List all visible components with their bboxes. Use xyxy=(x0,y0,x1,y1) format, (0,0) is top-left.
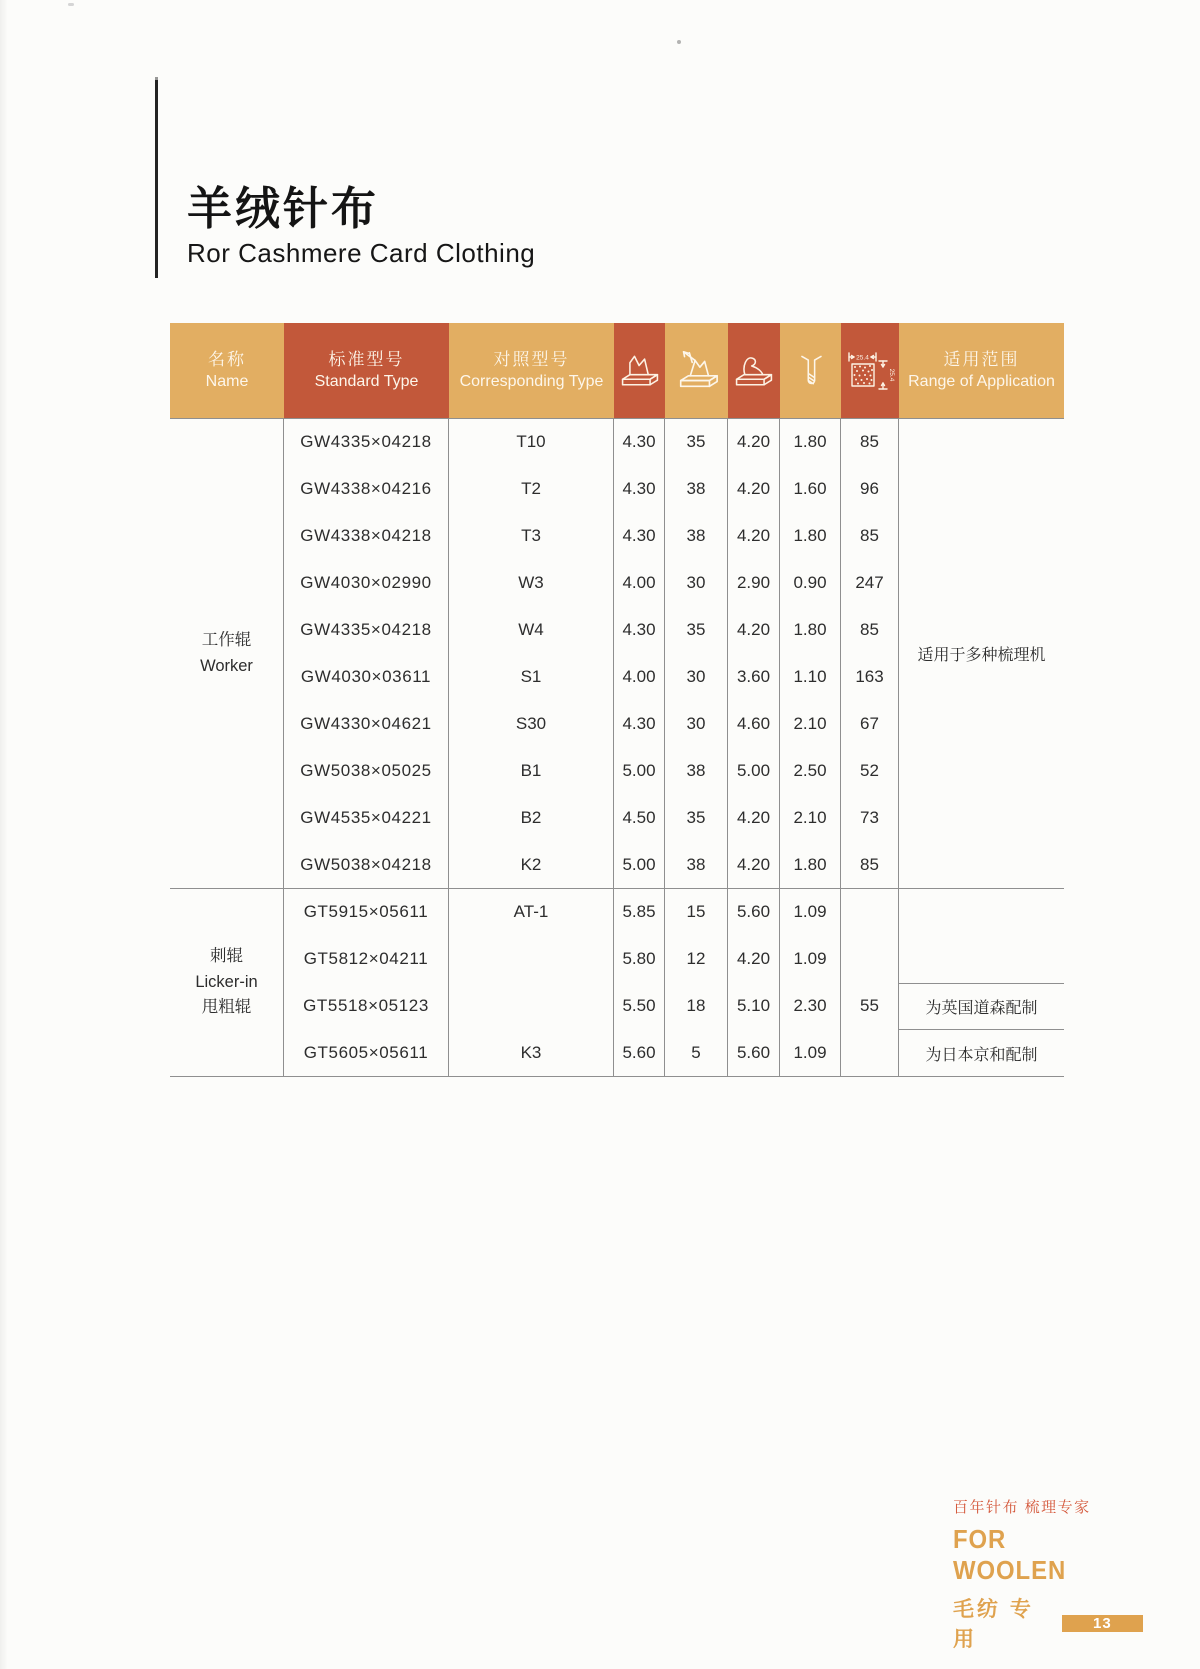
points-cell: 55 xyxy=(841,983,899,1030)
standard-type-cell: GW4335×04218 xyxy=(284,419,449,466)
height-cell: 4.20 xyxy=(728,936,780,983)
angle-cell: 38 xyxy=(665,513,728,560)
angle-cell: 35 xyxy=(665,607,728,654)
pitch-cell: 5.60 xyxy=(614,1029,665,1076)
points-cell: 85 xyxy=(841,841,899,888)
angle-cell: 30 xyxy=(665,654,728,701)
range-cell-worker xyxy=(899,419,1064,888)
header-standard-en: Standard Type xyxy=(314,373,419,391)
header-name-en: Name xyxy=(205,373,249,391)
tooth-shape-icon xyxy=(732,351,776,391)
points-cell: 52 xyxy=(841,747,899,794)
standard-type-cell: GW5038×05025 xyxy=(284,747,449,794)
standard-type-cell: GT5812×04211 xyxy=(284,936,449,983)
pitch-cell: 4.50 xyxy=(614,794,665,841)
pitch-cell: 4.30 xyxy=(614,419,665,466)
table-row xyxy=(284,747,899,794)
corresponding-type-cell: S1 xyxy=(449,654,614,701)
range-cell-dawson xyxy=(899,983,1064,1030)
height-cell: 3.60 xyxy=(728,654,780,701)
points-cell: 85 xyxy=(841,607,899,654)
height-cell: 4.20 xyxy=(728,466,780,513)
pitch-cell: 4.30 xyxy=(614,466,665,513)
lickerin-rows xyxy=(284,889,899,1076)
corresponding-type-cell: W4 xyxy=(449,607,614,654)
scan-speck xyxy=(677,40,681,44)
thickness-cell: 1.80 xyxy=(780,419,841,466)
angle-cell: 12 xyxy=(665,936,728,983)
header-wire-thickness-column xyxy=(780,323,841,418)
group-label-lickerin xyxy=(170,889,284,1076)
group-worker-cn: 工作辊 xyxy=(201,630,252,649)
thickness-cell: 1.09 xyxy=(780,1029,841,1076)
footer-brand: FOR WOOLEN xyxy=(953,1524,1067,1585)
pitch-cell: 5.85 xyxy=(614,889,665,936)
table-row xyxy=(284,419,899,466)
corresponding-type-cell: S30 xyxy=(449,700,614,747)
thickness-cell: 1.80 xyxy=(780,841,841,888)
height-cell: 5.60 xyxy=(728,889,780,936)
header-standard-type-column xyxy=(284,323,449,418)
pitch-cell: 4.30 xyxy=(614,513,665,560)
tooth-profile-icon xyxy=(618,351,662,391)
range-column-lickerin xyxy=(899,889,1064,1076)
footer-slogan: 百年针布 梳理专家 xyxy=(953,1499,1091,1516)
corresponding-type-cell xyxy=(449,936,614,983)
table-header xyxy=(170,323,1064,418)
points-cell: 85 xyxy=(841,513,899,560)
angle-cell: 35 xyxy=(665,794,728,841)
footer-subtitle: 毛纺 专用 xyxy=(953,1598,1034,1651)
height-cell: 4.20 xyxy=(728,794,780,841)
group-lickerin-en: Licker-in xyxy=(195,972,258,991)
table-row xyxy=(284,513,899,560)
standard-type-cell: GT5915×05611 xyxy=(284,889,449,936)
angle-cell: 15 xyxy=(665,889,728,936)
table-row xyxy=(284,700,899,747)
points-cell: 85 xyxy=(841,419,899,466)
header-name-column xyxy=(170,323,284,418)
angle-cell: 38 xyxy=(665,466,728,513)
header-tooth-depth-column xyxy=(728,323,780,418)
range-cell-kyowa xyxy=(899,1029,1064,1076)
header-tooth-angle-column xyxy=(665,323,728,418)
thickness-cell: 2.30 xyxy=(780,983,841,1030)
table-row xyxy=(284,841,899,888)
corresponding-type-cell: W3 xyxy=(449,560,614,607)
corresponding-type-cell: K3 xyxy=(449,1029,614,1076)
thickness-cell: 1.80 xyxy=(780,607,841,654)
pitch-cell: 5.80 xyxy=(614,936,665,983)
thickness-cell: 2.10 xyxy=(780,700,841,747)
header-corresponding-type-column xyxy=(449,323,614,418)
range-text: 为日本京和配制 xyxy=(925,1046,1038,1064)
pitch-cell: 5.00 xyxy=(614,841,665,888)
angle-cell: 30 xyxy=(665,560,728,607)
thickness-cell: 0.90 xyxy=(780,560,841,607)
pitch-cell: 4.30 xyxy=(614,607,665,654)
spec-table xyxy=(170,323,1064,1077)
table-row xyxy=(284,466,899,513)
standard-type-cell: GT5518×05123 xyxy=(284,983,449,1030)
group-worker-en: Worker xyxy=(200,656,253,675)
angle-cell: 18 xyxy=(665,983,728,1030)
header-corresponding-en: Corresponding Type xyxy=(459,373,604,391)
page-number-badge xyxy=(1062,1615,1143,1632)
page-title: 羊绒针布 xyxy=(187,183,380,234)
thickness-cell: 1.10 xyxy=(780,654,841,701)
corresponding-type-cell: AT-1 xyxy=(449,889,614,936)
table-row xyxy=(284,983,899,1030)
standard-type-cell: GT5605×05611 xyxy=(284,1029,449,1076)
points-cell xyxy=(841,889,899,936)
height-cell: 4.20 xyxy=(728,513,780,560)
worker-rows xyxy=(284,419,899,888)
height-cell: 4.60 xyxy=(728,700,780,747)
pitch-cell: 5.50 xyxy=(614,983,665,1030)
page-footer xyxy=(953,1496,1143,1653)
thickness-cell: 1.60 xyxy=(780,466,841,513)
pitch-cell: 4.00 xyxy=(614,654,665,701)
table-row xyxy=(284,794,899,841)
standard-type-cell: GW4335×04218 xyxy=(284,607,449,654)
angle-cell: 38 xyxy=(665,747,728,794)
range-text: 为英国道森配制 xyxy=(925,999,1038,1017)
header-tooth-pitch-column xyxy=(614,323,665,418)
header-range-en: Range of Application xyxy=(908,373,1055,391)
table-row xyxy=(284,936,899,983)
corresponding-type-cell: K2 xyxy=(449,841,614,888)
angle-cell: 30 xyxy=(665,700,728,747)
points-density-icon xyxy=(845,348,895,394)
header-range-column xyxy=(899,323,1064,418)
header-name-cn: 名称 xyxy=(208,349,246,369)
thickness-cell: 2.10 xyxy=(780,794,841,841)
scan-speck xyxy=(68,3,74,6)
corresponding-type-cell: T10 xyxy=(449,419,614,466)
table-row xyxy=(284,1029,899,1076)
tooth-angle-icon xyxy=(674,350,720,392)
angle-cell: 38 xyxy=(665,841,728,888)
angle-cell: 5 xyxy=(665,1029,728,1076)
points-cell: 163 xyxy=(841,654,899,701)
thickness-cell: 1.09 xyxy=(780,936,841,983)
standard-type-cell: GW4330×04621 xyxy=(284,700,449,747)
thickness-cell: 2.50 xyxy=(780,747,841,794)
corresponding-type-cell: B1 xyxy=(449,747,614,794)
group-label-worker xyxy=(170,419,284,888)
points-cell: 96 xyxy=(841,466,899,513)
header-standard-cn: 标准型号 xyxy=(328,349,405,369)
pitch-cell: 4.00 xyxy=(614,560,665,607)
footer-row xyxy=(953,1593,1143,1653)
points-cell: 247 xyxy=(841,560,899,607)
table-row xyxy=(284,889,899,936)
group-lickerin-cn: 刺辊 xyxy=(210,947,243,966)
corresponding-type-cell: B2 xyxy=(449,794,614,841)
points-cell xyxy=(841,1029,899,1076)
standard-type-cell: GW5038×04218 xyxy=(284,841,449,888)
header-corresponding-cn: 对照型号 xyxy=(493,349,570,369)
standard-type-cell: GW4338×04218 xyxy=(284,513,449,560)
wire-depth-icon xyxy=(791,351,831,391)
group-lickerin-cn2: 甩粗辊 xyxy=(201,998,252,1017)
title-accent-bar xyxy=(155,80,158,278)
scan-gutter-shadow xyxy=(0,0,8,1669)
range-text: 适用于多种梳理机 xyxy=(917,647,1046,664)
standard-type-cell: GW4030×02990 xyxy=(284,560,449,607)
standard-type-cell: GW4338×04216 xyxy=(284,466,449,513)
worker-section xyxy=(170,418,1064,888)
table-row xyxy=(284,654,899,701)
thickness-cell: 1.09 xyxy=(780,889,841,936)
points-cell: 67 xyxy=(841,700,899,747)
page-subtitle: Ror Cashmere Card Clothing xyxy=(187,238,536,268)
thickness-cell: 1.80 xyxy=(780,513,841,560)
corresponding-type-cell: T3 xyxy=(449,513,614,560)
height-cell: 5.60 xyxy=(728,1029,780,1076)
points-cell: 73 xyxy=(841,794,899,841)
height-cell: 5.10 xyxy=(728,983,780,1030)
height-cell: 4.20 xyxy=(728,841,780,888)
header-range-cn: 适用范围 xyxy=(943,349,1020,369)
range-cell-empty xyxy=(899,889,1064,983)
height-cell: 5.00 xyxy=(728,747,780,794)
standard-type-cell: GW4535×04221 xyxy=(284,794,449,841)
height-cell: 2.90 xyxy=(728,560,780,607)
pitch-cell: 4.30 xyxy=(614,700,665,747)
points-dim-v-label: 25.4 xyxy=(888,368,895,381)
height-cell: 4.20 xyxy=(728,419,780,466)
angle-cell: 35 xyxy=(665,419,728,466)
points-dim-h-label: 25.4 xyxy=(856,354,869,361)
corresponding-type-cell: T2 xyxy=(449,466,614,513)
table-row xyxy=(284,560,899,607)
table-body xyxy=(170,418,1064,1077)
points-cell xyxy=(841,936,899,983)
pitch-cell: 5.00 xyxy=(614,747,665,794)
standard-type-cell: GW4030×03611 xyxy=(284,654,449,701)
table-row xyxy=(284,607,899,654)
header-points-density-column xyxy=(841,323,899,418)
corresponding-type-cell xyxy=(449,983,614,1030)
lickerin-section xyxy=(170,888,1064,1077)
page-number: 13 xyxy=(1093,1614,1112,1632)
height-cell: 4.20 xyxy=(728,607,780,654)
